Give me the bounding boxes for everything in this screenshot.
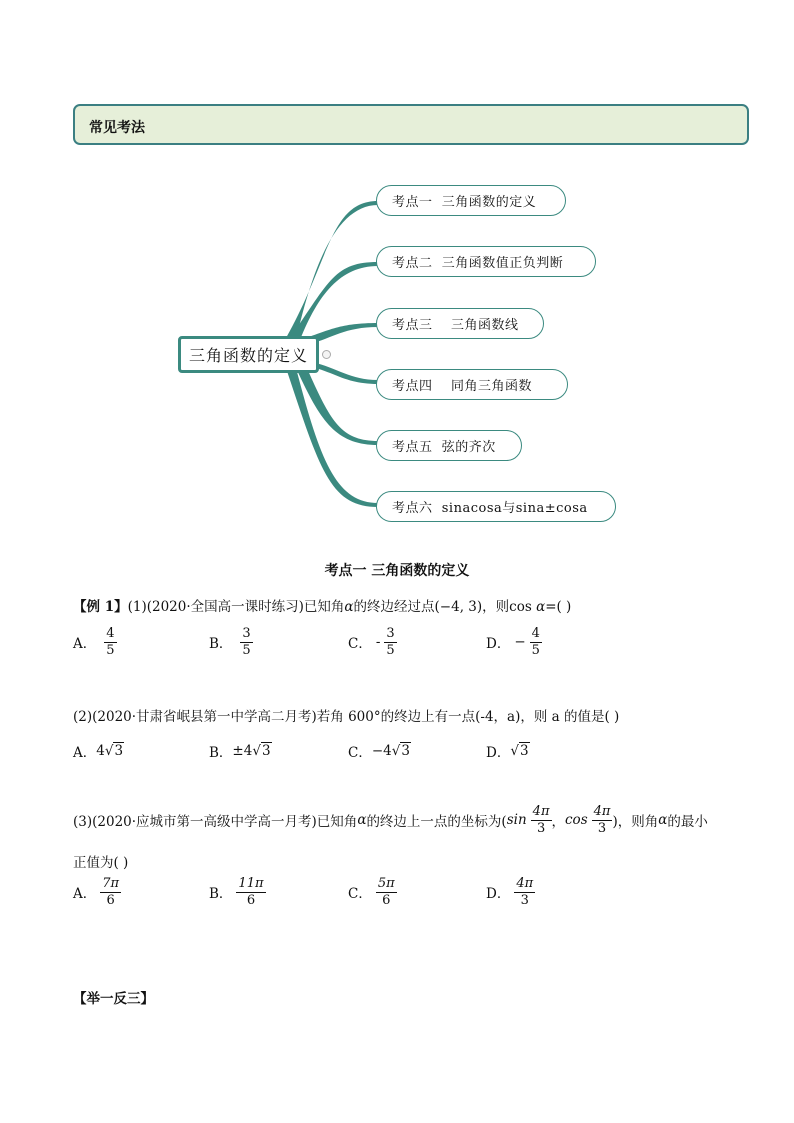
option-letter: D． bbox=[486, 636, 511, 653]
numerator: 3 bbox=[242, 626, 251, 641]
option-sign: − bbox=[514, 634, 526, 651]
numerator: 5π bbox=[377, 876, 395, 891]
example-label: 【例 1】 bbox=[73, 599, 128, 615]
q2-option-a[interactable] bbox=[73, 741, 124, 761]
q1-option-c[interactable] bbox=[348, 627, 397, 657]
denominator: 5 bbox=[531, 642, 540, 658]
option-coefficient: ±4 bbox=[232, 743, 253, 759]
branch-1 bbox=[286, 201, 378, 340]
radicand: 3 bbox=[519, 743, 529, 759]
q3-text: 的最小 bbox=[667, 814, 708, 831]
option-letter: C． bbox=[348, 886, 372, 903]
q3-option-a[interactable] bbox=[73, 877, 121, 907]
mindmap-node-label: 考点四 同角三角函数 bbox=[392, 379, 533, 394]
mindmap-node-5 bbox=[376, 430, 522, 461]
q1-option-d[interactable] bbox=[486, 627, 542, 657]
option-fraction bbox=[530, 627, 542, 657]
q1-option-b[interactable] bbox=[209, 627, 253, 657]
mindmap-node-2 bbox=[376, 246, 596, 277]
denominator: 6 bbox=[106, 892, 115, 908]
q1-stem bbox=[73, 595, 571, 615]
denominator: 6 bbox=[382, 892, 391, 908]
option-sign: - bbox=[375, 634, 381, 651]
option-letter: B． bbox=[209, 636, 233, 653]
q2-stem: (2)(2020·甘肃省岷县第一中学高二月考)若角 600°的终边上有一点(-4，a)，则 a 的值是( ) bbox=[73, 709, 620, 725]
q2-option-d[interactable] bbox=[486, 741, 530, 761]
sqrt-icon: √3 bbox=[252, 743, 271, 759]
denominator: 3 bbox=[520, 892, 529, 908]
option-fraction bbox=[240, 627, 252, 657]
option-letter: B． bbox=[209, 886, 233, 903]
numerator: 4 bbox=[531, 626, 540, 641]
q2-option-c[interactable] bbox=[348, 741, 411, 761]
numerator: 4π bbox=[593, 804, 611, 819]
option-letter: C． bbox=[348, 636, 372, 653]
mindmap-node-3 bbox=[376, 308, 544, 339]
alpha-symbol: α bbox=[357, 812, 367, 829]
sqrt-icon: √3 bbox=[104, 743, 124, 759]
section-title: 考点一 三角函数的定义 bbox=[324, 563, 470, 579]
q1-option-a[interactable] bbox=[73, 627, 117, 657]
practice-label: 【举一反三】 bbox=[73, 991, 154, 1007]
cos-symbol: cos bbox=[509, 599, 532, 615]
numerator: 7π bbox=[102, 876, 120, 891]
sin-symbol: sin bbox=[506, 812, 527, 829]
mindmap-node-label: 考点五 弦的齐次 bbox=[392, 440, 496, 455]
numerator: 4π bbox=[532, 804, 550, 819]
radicand: 3 bbox=[261, 743, 271, 759]
q3-option-d[interactable] bbox=[486, 877, 535, 907]
q1-text: ，则 bbox=[482, 599, 510, 615]
numerator: 11π bbox=[238, 876, 264, 891]
q1-text: (1)(2020·全国高一课时练习)已知角 bbox=[127, 599, 345, 615]
sqrt-icon: √3 bbox=[391, 743, 410, 759]
denominator: 5 bbox=[106, 642, 115, 658]
q3-text: (3)(2020·应城市第一高级中学高一月考)已知角 bbox=[73, 814, 358, 831]
mindmap-node-label: 考点六 sinacosa与sina±cosa bbox=[392, 501, 588, 516]
option-letter: D． bbox=[486, 745, 511, 761]
q2-option-b[interactable] bbox=[209, 741, 272, 761]
q1-text: =( ) bbox=[545, 599, 572, 615]
header-title: 常见考法 bbox=[89, 120, 145, 136]
mindmap-node-6 bbox=[376, 491, 616, 522]
q3-option-c[interactable] bbox=[348, 877, 397, 907]
q3-fraction-sin bbox=[531, 805, 552, 835]
denominator: 6 bbox=[246, 892, 256, 908]
mindmap-root-label: 三角函数的定义 bbox=[188, 346, 308, 365]
option-fraction bbox=[236, 877, 265, 907]
alpha-symbol: α bbox=[536, 599, 546, 615]
numerator: 4 bbox=[106, 626, 115, 641]
mindmap-node-1 bbox=[376, 185, 566, 216]
alpha-symbol: α bbox=[344, 599, 354, 615]
mindmap-root bbox=[178, 336, 319, 373]
denominator: 3 bbox=[536, 820, 546, 836]
numerator: 3 bbox=[386, 626, 395, 641]
denominator: 5 bbox=[242, 642, 251, 658]
option-fraction bbox=[384, 627, 396, 657]
option-letter: A． bbox=[73, 636, 97, 653]
q1-text: 的终边经过点 bbox=[353, 599, 435, 615]
mindmap-node-4 bbox=[376, 369, 568, 400]
radicand: 3 bbox=[401, 743, 410, 759]
option-letter: A． bbox=[73, 745, 97, 761]
q3-text: )，则角 bbox=[612, 814, 659, 831]
option-coefficient: 4 bbox=[96, 743, 105, 759]
mindmap-node-label: 考点二 三角函数值正负判断 bbox=[392, 256, 564, 271]
q3-text: 的终边上一点的坐标为( bbox=[366, 814, 507, 831]
q3-fraction-cos bbox=[592, 805, 613, 835]
q3-stem bbox=[73, 805, 708, 835]
cos-symbol: cos bbox=[565, 812, 588, 829]
option-fraction bbox=[104, 627, 116, 657]
option-letter: B． bbox=[209, 745, 233, 761]
collapse-handle-icon[interactable] bbox=[322, 350, 331, 359]
alpha-symbol: α bbox=[658, 812, 668, 829]
option-fraction bbox=[100, 877, 121, 907]
mindmap-node-label: 考点一 三角函数的定义 bbox=[392, 195, 537, 210]
sqrt-icon: √3 bbox=[510, 743, 529, 759]
denominator: 5 bbox=[386, 642, 395, 658]
q3-stem-line2: 正值为( ) bbox=[73, 855, 129, 871]
option-letter: A． bbox=[73, 886, 97, 903]
branch-6 bbox=[286, 368, 378, 507]
option-letter: D． bbox=[486, 886, 511, 903]
numerator: 4π bbox=[516, 876, 534, 891]
branch-2 bbox=[290, 262, 378, 340]
q3-option-b[interactable] bbox=[209, 877, 266, 907]
option-fraction bbox=[376, 877, 397, 907]
mindmap-node-label: 考点三 三角函数线 bbox=[392, 318, 519, 333]
denominator: 3 bbox=[597, 820, 607, 836]
option-coefficient: −4 bbox=[371, 743, 392, 759]
option-letter: C． bbox=[348, 745, 372, 761]
q1-point: (−4, 3) bbox=[434, 599, 483, 615]
option-fraction bbox=[514, 877, 535, 907]
radicand: 3 bbox=[114, 743, 124, 759]
q3-text: ， bbox=[551, 814, 565, 831]
